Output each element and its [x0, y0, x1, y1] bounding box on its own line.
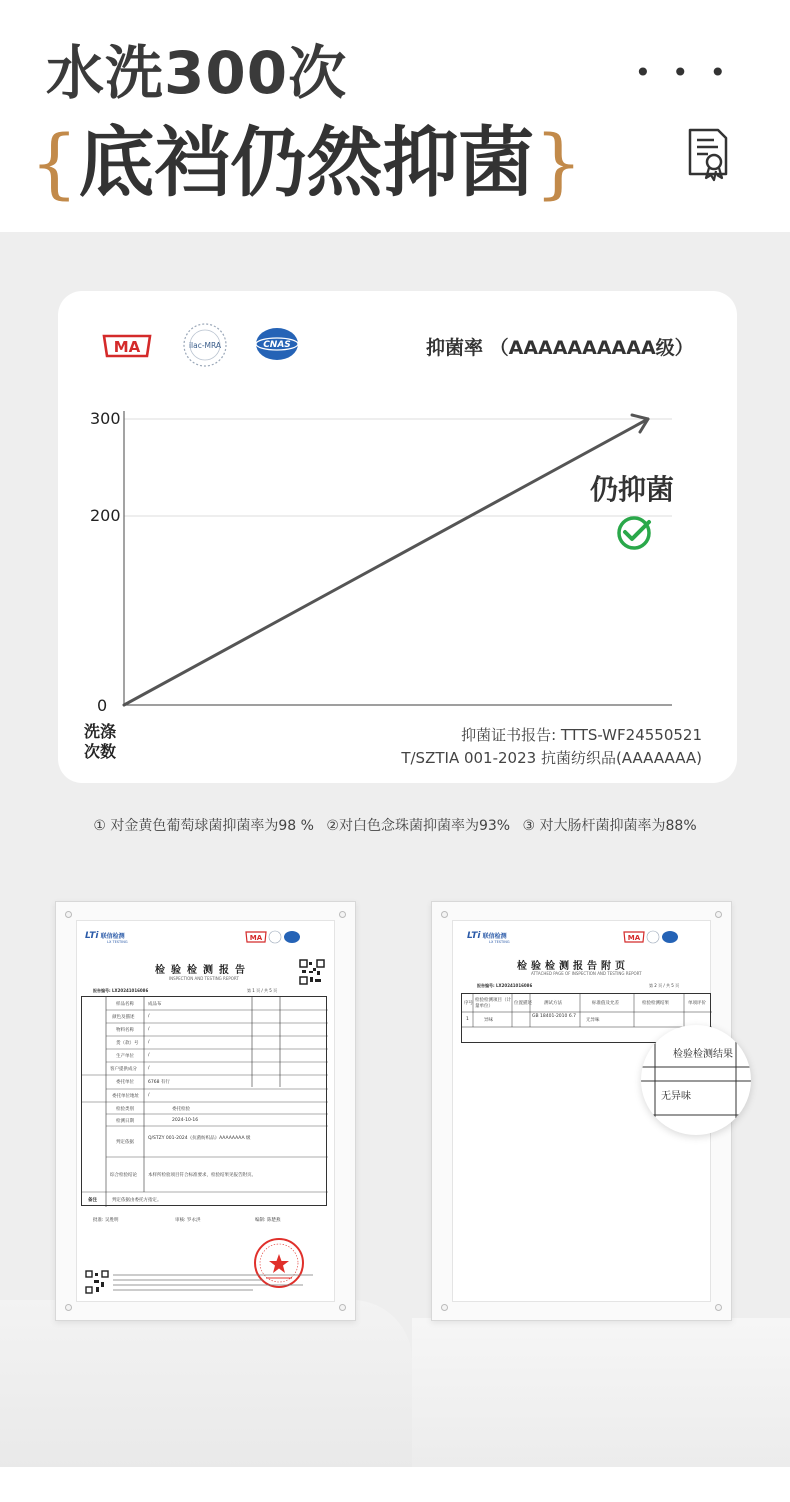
- report-number: 报告编号: LX20241016086: [93, 988, 149, 993]
- headline-antibacterial: [30, 102, 583, 211]
- report-subtitle: ATTACHED PAGE OF INSPECTION AND TESTING REPORT: [531, 971, 642, 976]
- report-title: 检验检测报告附页: [517, 961, 629, 972]
- row-value-conclusion: 本样所检验项目符合标准要求，检验结果见报告附页。: [148, 1173, 256, 1178]
- col-index: 序号: [464, 1001, 473, 1006]
- row-value-date: 2024-10-16: [172, 1118, 199, 1123]
- rate-title: 抑菌率 （AAAAAAAAAA级）: [426, 337, 694, 359]
- rate-candida: ②对白色念珠菌抑菌率为93%: [326, 818, 511, 834]
- svg-text:CNAS: CNAS: [263, 340, 291, 350]
- row1-standard: 无异味: [586, 1018, 600, 1023]
- svg-text:MA: MA: [249, 934, 263, 942]
- certificate-number: 抑菌证书报告: TTTS-WF24550521: [461, 726, 702, 744]
- rates-line: [0, 815, 790, 835]
- rate-staph: ① 对金黄色葡萄球菌抑菌率为98 %: [93, 818, 314, 834]
- series-line: [124, 419, 648, 705]
- row-label-remark: 备注: [88, 1198, 97, 1203]
- y-tick-0: 0: [97, 696, 108, 715]
- lab-brand-en: LX TESTING: [489, 940, 510, 944]
- screw: [339, 911, 346, 918]
- more-menu-icon[interactable]: • • •: [634, 56, 732, 89]
- row-label-composition: 客户提供成分: [110, 1067, 137, 1072]
- check-circle-icon: [615, 514, 653, 552]
- editor: 编制: 陈楚燕: [255, 1218, 281, 1223]
- display-pedestal-right: [412, 1318, 790, 1468]
- row-value-style: /: [148, 1040, 150, 1045]
- rate-ecoli: ③ 对大肠杆菌抑菌率为88%: [522, 818, 697, 834]
- display-pedestal-left: [0, 1300, 412, 1470]
- certificate-icon[interactable]: [686, 126, 730, 182]
- row1-index: 1: [466, 1017, 469, 1022]
- row-label-producer: 生产单位: [116, 1054, 134, 1059]
- screw: [715, 1304, 722, 1311]
- screw: [339, 1304, 346, 1311]
- svg-text:ilac-MRA: ilac-MRA: [188, 341, 222, 350]
- brace-right: }: [534, 118, 583, 207]
- row-label-date: 检测日期: [116, 1119, 134, 1124]
- row-value-sample: 成品布: [148, 1002, 162, 1007]
- report-subtitle: INSPECTION AND TESTING REPORT: [169, 976, 239, 981]
- reviewer: 审核: 罗永洪: [175, 1218, 201, 1223]
- row-label-color: 颜色及描述: [112, 1015, 135, 1020]
- zoom-result-header: 检验检测结果: [673, 1049, 733, 1060]
- row-value-remark: 判定依据由委托方指定。: [112, 1198, 162, 1203]
- lab-brand: LTi 联信检测: [85, 931, 125, 941]
- header: [0, 0, 790, 232]
- report-paper-left: [76, 920, 335, 1302]
- row-value-client-address: /: [148, 1093, 150, 1098]
- still-antibacterial-label: 仍抑菌: [590, 473, 675, 506]
- col-position: 位置描述: [514, 1001, 532, 1006]
- y-tick-300: 300: [90, 409, 121, 428]
- row1-method: GB 18401-2010 6.7: [532, 1014, 576, 1019]
- report-page: 第 2 页 / 共 5 页: [649, 983, 680, 988]
- report-title: 检验检测报告: [155, 965, 251, 976]
- row-value-type: 委托检验: [172, 1107, 190, 1112]
- lab-brand-en: LX TESTING: [107, 940, 128, 944]
- approver: 批准: 吴胜明: [93, 1218, 119, 1223]
- svg-text:MA: MA: [113, 338, 141, 356]
- row-label-type: 检验类别: [116, 1107, 134, 1112]
- row-label-basis: 判定依据: [116, 1140, 134, 1145]
- report-table: [81, 996, 327, 1206]
- row-value-color: /: [148, 1014, 150, 1019]
- standard-number: T/SZTIA 001-2023 抗菌纺织品(AAAAAAA): [401, 749, 702, 767]
- headline-main: 底裆仍然抑菌: [78, 118, 535, 207]
- col-method: 测试方法: [544, 1001, 562, 1006]
- row-value-producer: /: [148, 1053, 150, 1058]
- headline-wash-count: 水洗300次: [46, 39, 348, 107]
- screw: [65, 911, 72, 918]
- row1-item: 异味: [484, 1018, 493, 1023]
- row-value-material: /: [148, 1027, 150, 1032]
- y-axis-label: 洗涤次数: [84, 722, 117, 761]
- qr-code: [299, 959, 325, 985]
- row-label-style: 货（款）号: [116, 1041, 139, 1046]
- y-tick-200: 200: [90, 506, 121, 525]
- col-result: 检验检测结果: [642, 1001, 669, 1006]
- row-label-material: 物料名称: [116, 1028, 134, 1033]
- report-number: 报告编号: LX20241016086: [477, 983, 533, 988]
- row-label-conclusion: 综合检验结论: [110, 1173, 137, 1178]
- screw: [441, 1304, 448, 1311]
- row-value-basis: Q/STZY 001-2024《抗菌纺织品》AAAAAAAA 级: [148, 1136, 251, 1141]
- row-label-sample: 样品名称: [116, 1002, 134, 1007]
- report-frame-left: [55, 901, 356, 1321]
- zoom-magnifier: [641, 1025, 751, 1135]
- screw: [65, 1304, 72, 1311]
- zoom-result-value: 无异味: [661, 1091, 691, 1102]
- col-standard: 标准值及允差: [592, 1001, 619, 1006]
- brace-left: {: [30, 118, 79, 207]
- report-page: 第 1 页 / 共 5 页: [247, 988, 278, 993]
- col-evaluation: 单项评价: [688, 1001, 706, 1006]
- footer-address-lines: [113, 1273, 323, 1293]
- row-label-client-address: 委托单位地址: [112, 1094, 139, 1099]
- col-item: 检验检测项目（计量单位）: [475, 998, 511, 1009]
- svg-text:MA: MA: [627, 934, 641, 942]
- footer-qr-code: [85, 1270, 109, 1294]
- lab-brand: LTi 联信检测: [467, 931, 507, 941]
- screw: [715, 911, 722, 918]
- row-label-client: 委托单位: [116, 1080, 134, 1085]
- bottom-strip: [0, 1467, 790, 1502]
- report-logos: [245, 930, 301, 944]
- row-value-composition: /: [148, 1066, 150, 1071]
- row-value-client: 6768 有行: [148, 1080, 170, 1085]
- report-logos: [623, 930, 679, 944]
- screw: [441, 911, 448, 918]
